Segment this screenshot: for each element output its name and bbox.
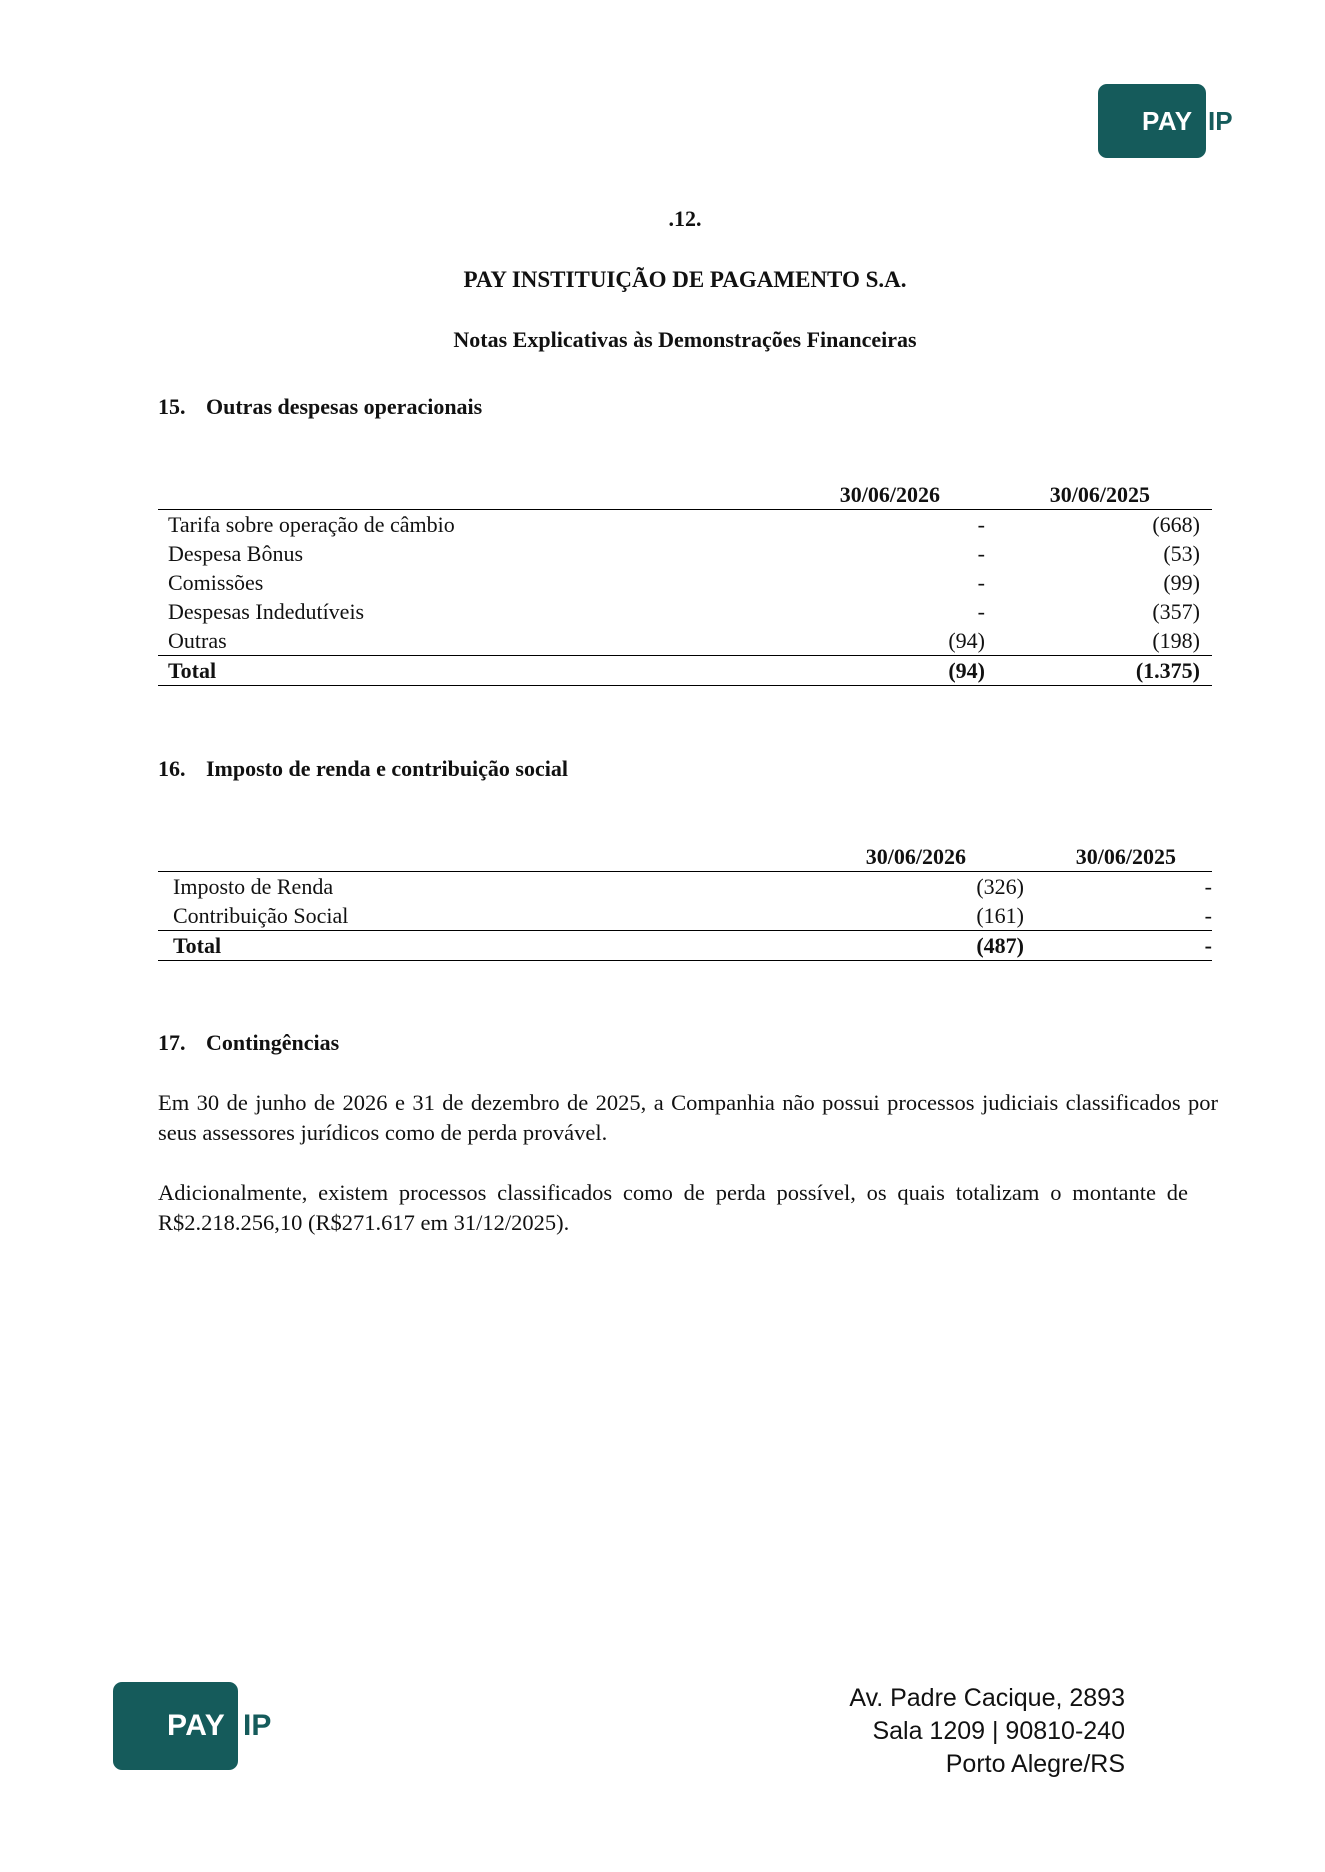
- table-header-row: [158, 480, 1212, 510]
- value-2026: -: [977, 541, 985, 566]
- logo-bottom: [113, 1682, 283, 1770]
- column-header: 30/06/2026: [825, 480, 985, 510]
- section-title: Outras despesas operacionais: [206, 394, 483, 419]
- footer-address: [849, 1682, 1125, 1781]
- table-row: [158, 510, 1212, 540]
- table-total-row: [158, 931, 1212, 961]
- value-2025: (357): [1152, 599, 1200, 624]
- section-number: 17.: [158, 1030, 186, 1055]
- section-title: Contingências: [206, 1030, 340, 1055]
- value-2025: (99): [1163, 570, 1200, 595]
- section-number: 15.: [158, 394, 186, 419]
- total-2025: -: [1024, 931, 1212, 961]
- address-line: Sala 1209 | 90810-240: [872, 1717, 1125, 1745]
- row-label: Imposto de Renda: [173, 874, 334, 899]
- table-header-row: [158, 842, 1212, 872]
- contingencies-paragraph-1: Em 30 de junho de 2026 e 31 de dezembro de 2025, a Companhia não possui processos judiciais classificados por seus assessores jurídicos como de perda provável.: [158, 1090, 1218, 1145]
- section-title: Imposto de renda e contribuição social: [206, 756, 568, 781]
- logo-pay-text: PAY: [167, 1709, 226, 1742]
- column-header: 30/06/2025: [1024, 842, 1212, 872]
- page-number: .12.: [668, 206, 702, 231]
- total-label: Total: [158, 931, 824, 961]
- value-2026: (94): [948, 628, 985, 653]
- logo-top: [1098, 84, 1238, 158]
- row-label: Outras: [168, 628, 227, 653]
- table-row: [158, 626, 1212, 656]
- table-row: [158, 901, 1212, 931]
- row-label: Despesa Bônus: [168, 541, 304, 566]
- company-name: PAY INSTITUIÇÃO DE PAGAMENTO S.A.: [463, 267, 907, 292]
- table-row: [158, 872, 1212, 902]
- value-2025: (198): [1152, 628, 1200, 653]
- document-subtitle: Notas Explicativas às Demonstrações Financeiras: [453, 327, 917, 352]
- value-2025: (53): [1163, 541, 1200, 566]
- total-2026: (94): [825, 656, 985, 686]
- section-17-heading: [158, 1030, 339, 1056]
- value-2026: (161): [976, 903, 1024, 928]
- contingencies-paragraph-2: Adicionalmente, existem processos classificados como de perda possível, os quais totalizam o montante de R$2.218.256,10 (R$271.617 em 31/12/2025).: [158, 1180, 1188, 1235]
- value-2025: -: [1204, 903, 1212, 928]
- value-2026: -: [977, 599, 985, 624]
- total-2026: (487): [824, 931, 1024, 961]
- table-row: [158, 597, 1212, 626]
- row-label: Tarifa sobre operação de câmbio: [168, 512, 455, 537]
- total-label: Total: [158, 656, 825, 686]
- table-row: [158, 568, 1212, 597]
- value-2025: -: [1204, 874, 1212, 899]
- logo-ip-text: IP: [243, 1709, 272, 1742]
- income-tax-table: [158, 842, 1212, 961]
- row-label: Contribuição Social: [173, 903, 349, 928]
- table-row: [158, 539, 1212, 568]
- section-16-heading: [158, 756, 568, 782]
- column-header: 30/06/2025: [985, 480, 1212, 510]
- other-expenses-table: [158, 480, 1212, 686]
- value-2026: -: [977, 570, 985, 595]
- row-label: Comissões: [168, 570, 264, 595]
- header-label-cell: [158, 480, 825, 510]
- row-label: Despesas Indedutíveis: [168, 599, 365, 624]
- section-number: 16.: [158, 756, 186, 781]
- value-2026: (326): [976, 874, 1024, 899]
- address-line: Av. Padre Cacique, 2893: [849, 1684, 1125, 1712]
- address-line: Porto Alegre/RS: [945, 1750, 1125, 1778]
- header-label-cell: [158, 842, 824, 872]
- table-total-row: [158, 656, 1212, 686]
- value-2026: -: [977, 512, 985, 537]
- column-header: 30/06/2026: [824, 842, 1024, 872]
- total-2025: (1.375): [985, 656, 1212, 686]
- value-2025: (668): [1152, 512, 1200, 537]
- section-15-heading: [158, 394, 482, 420]
- logo-pay-text: PAY: [1142, 106, 1193, 136]
- logo-ip-text: IP: [1208, 106, 1233, 136]
